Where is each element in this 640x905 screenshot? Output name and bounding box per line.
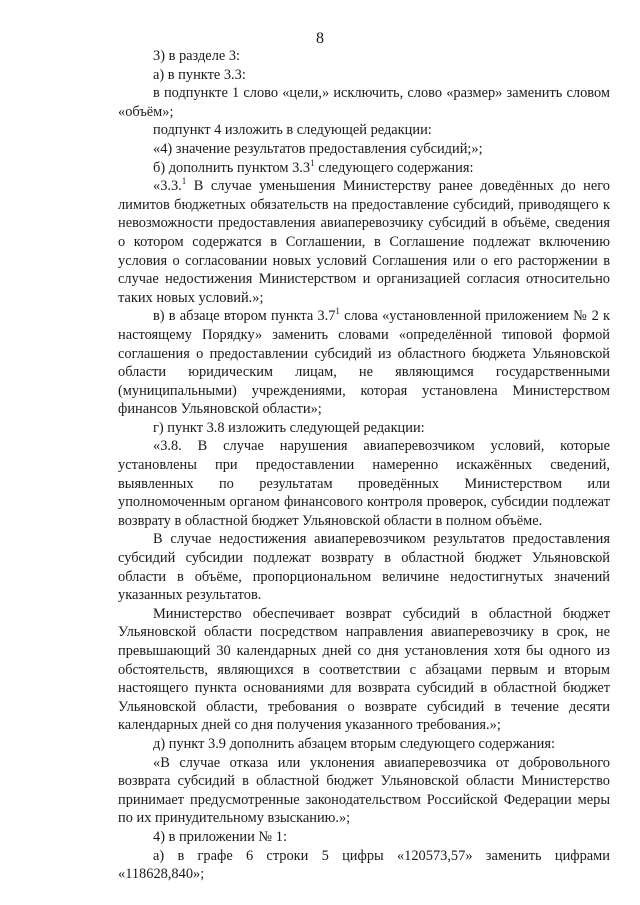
paragraph-point-3-8-second: В случае недостижения авиаперевозчиком результатов предоставления субсидий субсидии подлежат возврату в областной бюджет Ульяновской области в объёме, пропорциональном величине недостигнутых значений указанных результатов.	[118, 531, 610, 604]
paragraph-point-3-8: «3.8. В случае нарушения авиаперевозчиком условий, которые установлены при предоставлении намеренно искажённых сведений, выявленных по результатам проведённых Министерством или уполномоченным органом финансового контроля проверок, субсидии подлежат возврату в областной бюджет Ульяновской области в полном объёме.	[118, 438, 610, 529]
paragraph-point-3-9-second: «В случае отказа или уклонения авиаперевозчика от добровольного возврата субсидий в областной бюджет Ульяновской области Министерство принимает предусмотренные законодательством Российской Федерации меры по их принудительному взысканию.»;	[118, 754, 610, 827]
paragraph-appendix-1: 4) в приложении № 1:	[153, 828, 287, 845]
paragraph-item-b-text-end: следующего содержания:	[314, 159, 474, 176]
paragraph-appendix-1-item-a: а) в графе 6 строки 5 цифры «120573,57» заменить цифрами «118628,840»;	[118, 847, 610, 883]
paragraph-subitem-4-text: «4) значение результатов предоставления субсидий;»;	[153, 140, 483, 157]
document-body	[118, 47, 610, 884]
paragraph-item-d: д) пункт 3.9 дополнить абзацем вторым следующего содержания:	[153, 735, 555, 752]
paragraph-item-v	[118, 307, 610, 419]
paragraph-item-a: а) в пункте 3.3:	[153, 66, 246, 83]
superscript: 1	[310, 157, 315, 168]
paragraph-item-g: г) пункт 3.8 изложить следующей редакции:	[153, 419, 425, 436]
paragraph-item-b-text: б) дополнить пунктом 3.3	[153, 159, 311, 176]
superscript: 1	[335, 306, 340, 317]
paragraph-point-3-8-third: Министерство обеспечивает возврат субсидий в областной бюджет Ульяновской области посредством направления авиаперевозчику в срок, не превышающий 30 календарных дней со дня установления хотя бы одного из обстоятельств, являющихся в соответствии с абзацами первым и вторым настоящего пункта основаниями для возврата субсидий в областной бюджет Ульяновской области, требования о возврате субсидий в течение десяти календарных дней со дня получения указанного требования.»;	[118, 605, 610, 734]
paragraph-subitem-1: в подпункте 1 слово «цели,» исключить, слово «размер» заменить словом «объём»;	[118, 85, 610, 120]
paragraph-item-b	[118, 159, 610, 178]
paragraph-item-v-text-end: слова «установленной приложением № 2 к настоящему Порядку» заменить словами «определённой типовой формой соглашения о предоставлении субсидий из областного бюджета Ульяновской области юридическим лицам, не являющимся государственными (муниципальными) учреждениями, которая установлена Министерством финансов Ульяновской области»;	[118, 308, 610, 418]
paragraph-point-3-3-1	[118, 177, 610, 307]
paragraph-subitem-4: подпункт 4 изложить в следующей редакции:	[153, 122, 432, 139]
paragraph-item-v-text: в) в абзаце втором пункта 3.7	[153, 308, 336, 325]
superscript: 1	[181, 176, 187, 187]
page-number: 8	[316, 30, 324, 47]
point-text: В случае уменьшения Министерству ранее доведённых до него лимитов бюджетных обязательств на предоставление субсидий, приводящего к невозможности предоставления авиаперевозчику субсидий в объёме, сведения о котором содержатся в Соглашении, в Соглашение подлежат включению условия о согласовании новых условий Соглашения или о его расторжении в случае недостижения Министерством и организацией согласия относительно таких новых условий.»;	[118, 178, 610, 306]
point-number: «3.3.	[153, 178, 182, 195]
paragraph-section-3: 3) в разделе 3:	[153, 48, 241, 64]
